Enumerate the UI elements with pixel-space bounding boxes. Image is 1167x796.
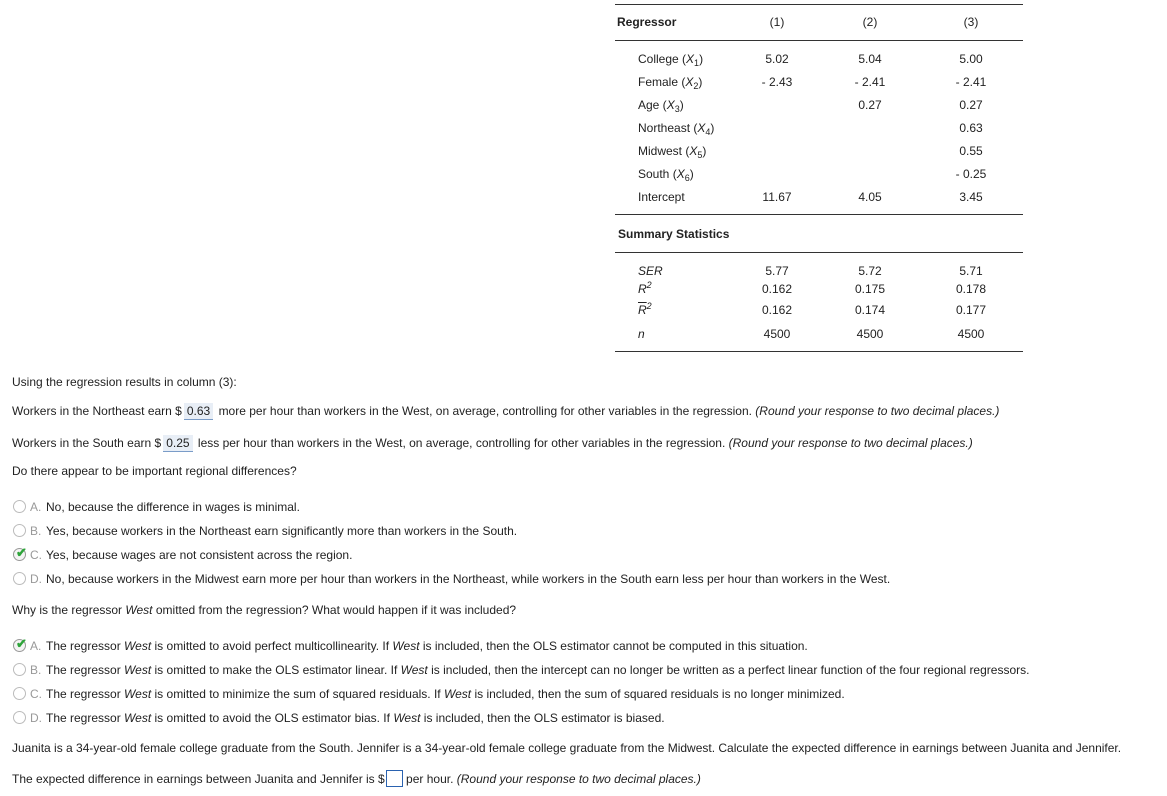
stat-r2bar-col1: 0.162 <box>761 303 793 317</box>
coef-college-col3: 5.00 <box>959 52 983 66</box>
stat-r2-col1: 0.162 <box>761 282 793 296</box>
stat-n-col1: 4500 <box>763 327 791 341</box>
coef-intercept-col3: 3.45 <box>959 190 983 204</box>
radio-icon[interactable] <box>13 636 27 652</box>
q1-option-a[interactable]: A. No, because the difference in wages is minimal. <box>13 500 300 516</box>
summary-rule <box>615 252 1023 253</box>
coef-age-col2: 0.27 <box>858 98 882 112</box>
stat-r2-col3: 0.178 <box>955 282 987 296</box>
coef-intercept-col2: 4.05 <box>858 190 882 204</box>
coef-intercept-col1: 11.67 <box>762 190 792 204</box>
q2-option-b[interactable]: B. The regressor West is omitted to make the OLS estimator linear. If West is included, then the intercept can no longer be written as a perfect linear function of the four regional regressors. <box>13 663 1029 679</box>
summary-statistics-title: Summary Statistics <box>618 227 730 241</box>
question-juanita-jennifer: Juanita is a 34-year-old female college graduate from the South. Jennifer is a 34-year-old female college graduate from the Midwest. Calculate the expected difference in earnings between Juanita and Jennifer. <box>12 741 1122 755</box>
r2-label: $R^2$ <box>638 280 652 296</box>
q1-option-d[interactable]: D. No, because workers in the Midwest earn more per hour than workers in the Northeast, while workers in the South earn less per hour than workers in the West. <box>13 572 890 588</box>
checkmark-icon: ✔ <box>16 545 27 560</box>
stat-r2-col2: 0.175 <box>854 282 886 296</box>
table-bottom-rule <box>615 351 1023 352</box>
radio-icon[interactable] <box>13 524 26 537</box>
q1-option-c[interactable]: ✔ C. Yes, because wages are not consistent across the region. <box>13 548 352 564</box>
radio-icon[interactable] <box>13 500 26 513</box>
coef-south-col3: - 0.25 <box>955 167 987 181</box>
n-label: n <box>638 327 645 341</box>
south-answer[interactable]: 0.25 <box>163 435 192 452</box>
coef-age-col3: 0.27 <box>959 98 983 112</box>
stat-r2bar-col3: 0.177 <box>955 303 987 317</box>
r2bar-label: $\overline{R}^2$ <box>638 301 652 317</box>
regressor-label-midwest: Midwest $(X_5)$ <box>638 144 707 160</box>
coef-female-col1: - 2.43 <box>761 75 793 89</box>
stat-n-col3: 4500 <box>957 327 985 341</box>
radio-icon[interactable] <box>13 545 27 561</box>
regressor-label-northeast: Northeast $(X_4)$ <box>638 121 715 137</box>
question-west-omitted: Why is the regressor West omitted from the regression? What would happen if it was included? <box>12 603 517 617</box>
radio-icon[interactable] <box>13 572 26 585</box>
regressor-label-age: Age $(X_3)$ <box>638 98 684 114</box>
coef-college-col1: 5.02 <box>765 52 789 66</box>
q2-option-a[interactable]: ✔ A. The regressor West is omitted to avoid perfect multicollinearity. If West is included, then the OLS estimator cannot be computed in this situation. <box>13 639 808 655</box>
coef-college-col2: 5.04 <box>858 52 882 66</box>
table-mid-rule <box>615 214 1023 215</box>
intro-text: Using the regression results in column (3): <box>12 375 237 389</box>
question-regional-differences: Do there appear to be important regional differences? <box>12 464 297 478</box>
table-top-rule <box>615 4 1023 5</box>
coef-female-col3: - 2.41 <box>955 75 987 89</box>
northeast-sentence: Workers in the Northeast earn $ 0.63 more per hour than workers in the West, on average, controlling for other variables in the regression. (Round your response to two decimal places.) <box>12 404 1000 418</box>
col2-header: (2) <box>862 15 878 29</box>
regressor-header: Regressor <box>617 15 677 29</box>
stat-ser-col3: 5.71 <box>959 264 983 278</box>
stat-ser-col2: 5.72 <box>858 264 882 278</box>
q1-option-b[interactable]: B. Yes, because workers in the Northeast earn significantly more than workers in the South. <box>13 524 517 540</box>
ser-label: SER <box>638 264 663 278</box>
radio-icon[interactable] <box>13 663 26 676</box>
regressor-label-intercept: Intercept <box>638 190 685 204</box>
regressor-label-south: South $(X_6)$ <box>638 167 694 183</box>
checkmark-icon: ✔ <box>16 636 27 651</box>
table-header-rule <box>615 40 1023 41</box>
stat-ser-col1: 5.77 <box>765 264 789 278</box>
coef-midwest-col3: 0.55 <box>959 144 983 158</box>
regressor-label-female: Female $(X_2)$ <box>638 75 703 91</box>
q2-option-c[interactable]: C. The regressor West is omitted to minimize the sum of squared residuals. If West is included, then the sum of squared residuals is no longer minimized. <box>13 687 845 703</box>
expected-difference-input[interactable] <box>386 770 403 787</box>
col1-header: (1) <box>769 15 785 29</box>
regressor-label-college: College $(X_1)$ <box>638 52 704 68</box>
stat-r2bar-col2: 0.174 <box>854 303 886 317</box>
col3-header: (3) <box>963 15 979 29</box>
northeast-answer[interactable]: 0.63 <box>184 403 213 420</box>
radio-icon[interactable] <box>13 687 26 700</box>
south-sentence: Workers in the South earn $ 0.25 less per hour than workers in the West, on average, controlling for other variables in the regression. (Round your response to two decimal places.) <box>12 436 973 450</box>
stat-n-col2: 4500 <box>856 327 884 341</box>
radio-icon[interactable] <box>13 711 26 724</box>
coef-female-col2: - 2.41 <box>854 75 886 89</box>
coef-northeast-col3: 0.63 <box>959 121 983 135</box>
expected-difference-sentence: The expected difference in earnings between Juanita and Jennifer is $ per hour. (Round your response to two decimal places.) <box>12 772 701 786</box>
q2-option-d[interactable]: D. The regressor West is omitted to avoid the OLS estimator bias. If West is included, then the OLS estimator is biased. <box>13 711 665 727</box>
